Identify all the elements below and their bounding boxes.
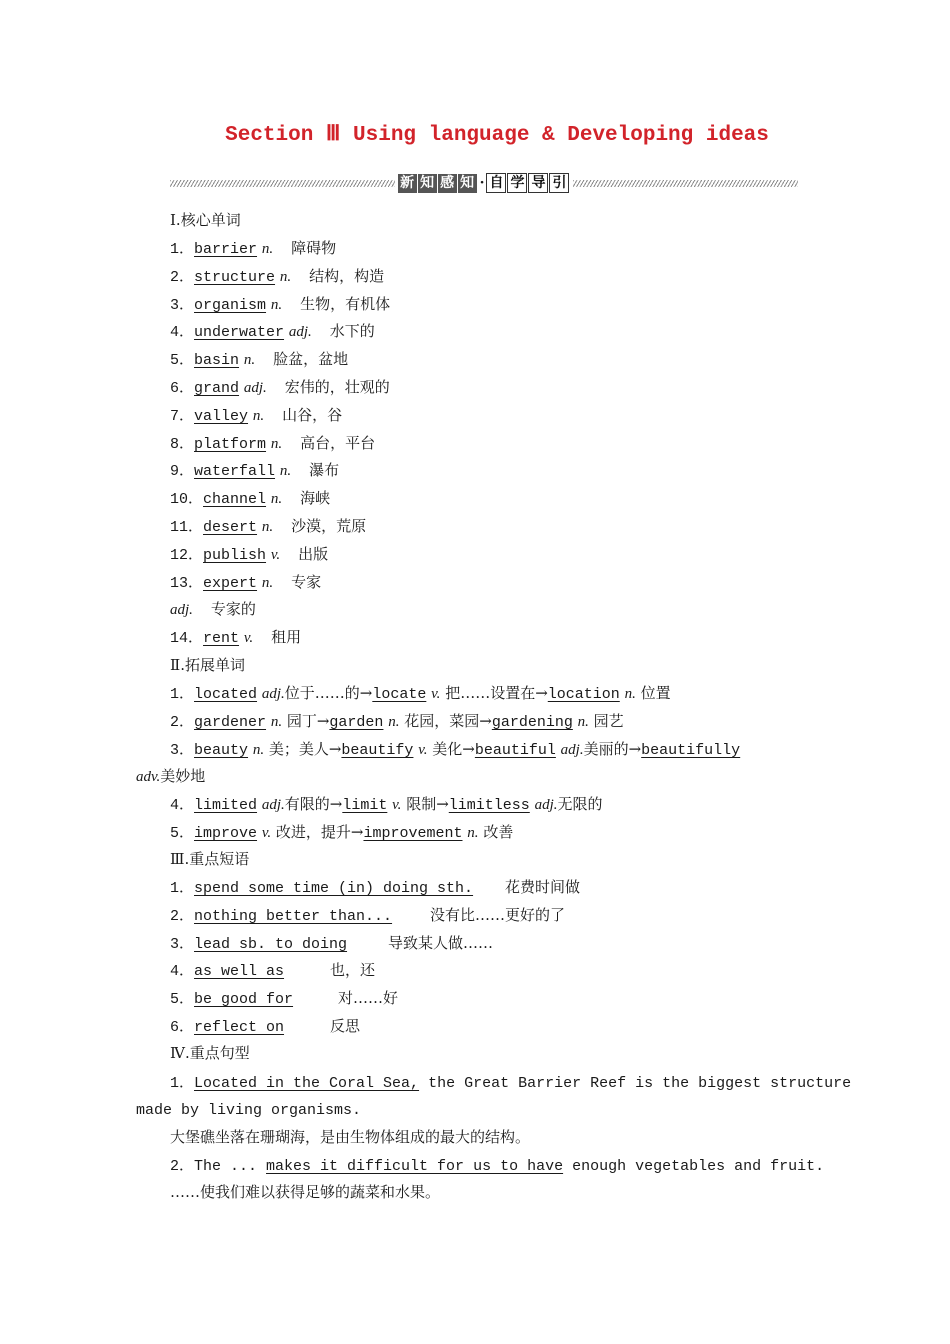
core-word-line — [170, 238, 336, 260]
vocab-word: locate — [372, 686, 427, 703]
item-number: 4． — [170, 963, 195, 980]
chinese-meaning: 出版 — [298, 545, 329, 563]
sentence-text: enough vegetables and fruit. — [563, 1158, 825, 1175]
chinese-meaning: 园丁→ — [286, 712, 330, 730]
core-word-line — [170, 294, 390, 316]
vocab-word: channel — [203, 491, 267, 508]
chinese-meaning: 无限的 — [557, 795, 603, 813]
key-phrase: spend some time (in) doing sth. — [194, 880, 474, 897]
item-number: 3． — [170, 742, 195, 759]
phrase-line — [170, 988, 399, 1010]
item-number: 1． — [170, 686, 195, 703]
vocab-word: gardening — [491, 714, 573, 731]
vocab-word: limited — [194, 797, 258, 814]
item-number: 6． — [170, 1019, 195, 1036]
vocab-word: platform — [194, 436, 267, 453]
phrase-line — [170, 905, 566, 927]
section-banner — [170, 172, 798, 194]
part-of-speech: n. — [261, 519, 274, 535]
part-of-speech: v. — [243, 630, 254, 646]
part-of-speech: adj. — [261, 686, 285, 702]
vocab-word: waterfall — [194, 463, 276, 480]
banner-char: 新 — [398, 174, 417, 193]
part-of-speech: n. — [279, 463, 292, 479]
chinese-meaning: 沙漠，荒原 — [291, 517, 367, 535]
sentence-pattern: makes it difficult for us to have — [266, 1158, 564, 1175]
item-number: 4． — [170, 797, 195, 814]
core-word-line — [170, 460, 339, 482]
part-of-speech: adj. — [261, 797, 285, 813]
vocab-word: expert — [203, 575, 258, 592]
vocab-word: rent — [203, 630, 240, 647]
item-number: 2． — [170, 908, 195, 925]
vocab-word: valley — [194, 408, 249, 425]
chinese-meaning: 把……设置在→ — [445, 684, 548, 702]
sentence-line-continued — [136, 1099, 361, 1121]
part-of-speech: n. — [388, 714, 400, 730]
chinese-meaning: 山谷，谷 — [282, 406, 343, 424]
item-number: 7． — [170, 408, 195, 425]
banner-tag-light — [486, 173, 570, 193]
key-phrase: reflect on — [194, 1019, 285, 1036]
banner-char: 导 — [528, 173, 548, 193]
key-phrase: nothing better than... — [194, 908, 393, 925]
core-word-line — [170, 266, 384, 288]
chinese-meaning: 园艺 — [593, 712, 624, 730]
sentence-translation: ……使我们难以获得足够的蔬菜和水果。 — [170, 1183, 441, 1201]
part-of-speech: n. — [577, 714, 589, 730]
part-of-speech: adv. — [136, 769, 161, 785]
part-of-speech: n. — [279, 269, 292, 285]
sentence-translation: 大堡礁坐落在珊瑚海，是由生物体组成的最大的结构。 — [170, 1128, 531, 1146]
part-of-speech: n. — [261, 575, 274, 591]
part-of-speech: v. — [418, 742, 428, 758]
chinese-meaning: 专家的 — [210, 600, 256, 618]
chinese-meaning: 限制→ — [406, 795, 449, 813]
chinese-meaning: 结构，构造 — [309, 267, 385, 285]
extended-word-line — [170, 822, 513, 844]
chinese-meaning: 脸盆，盆地 — [273, 350, 349, 368]
sentence-text: the Great Barrier Reef is the biggest structure — [419, 1075, 852, 1092]
part-of-speech: n. — [467, 825, 479, 841]
item-number: 9． — [170, 463, 195, 480]
chinese-meaning: 改善 — [483, 823, 514, 841]
core-word-line — [170, 349, 348, 371]
vocab-word: beautiful — [474, 742, 556, 759]
part-of-speech: adj. — [560, 742, 584, 758]
key-phrase: lead sb. to doing — [194, 936, 348, 953]
banner-char: 学 — [507, 173, 527, 193]
item-number: 8． — [170, 436, 195, 453]
chinese-meaning: 没有比……更好的了 — [430, 906, 566, 924]
part-of-speech: adj. — [288, 324, 312, 340]
chinese-meaning: 海峡 — [300, 489, 331, 507]
vocab-word: grand — [194, 380, 240, 397]
extended-word-line — [170, 794, 603, 816]
chinese-meaning: 也，还 — [330, 961, 376, 979]
phrase-line — [170, 1016, 361, 1038]
chinese-meaning: 水下的 — [329, 322, 375, 340]
item-number: 12． — [170, 547, 204, 564]
item-number: 1． — [170, 241, 195, 258]
vocab-word: publish — [203, 547, 267, 564]
banner-hatch-left — [170, 180, 395, 187]
page-title: Section Ⅲ Using language & Developing ideas — [225, 124, 769, 147]
part-of-speech: n. — [270, 297, 283, 313]
core-word-line — [170, 627, 301, 649]
part-of-speech: v. — [270, 547, 281, 563]
core-word-line — [170, 572, 321, 594]
core-word-line — [170, 377, 390, 399]
key-phrase: be good for — [194, 991, 294, 1008]
vocab-word: located — [194, 686, 258, 703]
extended-word-line — [170, 683, 671, 705]
extended-word-line-continued — [136, 766, 205, 787]
chinese-meaning: 专家 — [291, 573, 322, 591]
part-of-speech: n. — [252, 408, 265, 424]
item-number: 3． — [170, 936, 195, 953]
item-number: 6． — [170, 380, 195, 397]
core-word-line — [170, 433, 375, 455]
chinese-meaning: 美妙地 — [160, 767, 206, 785]
extended-word-line — [170, 739, 740, 761]
chinese-meaning: 租用 — [271, 628, 302, 646]
section-heading-sentences: Ⅳ.重点句型 — [170, 1044, 250, 1062]
chinese-meaning: 花费时间做 — [505, 878, 581, 896]
section-heading-extended-words: Ⅱ.拓展单词 — [170, 656, 245, 674]
chinese-meaning: 障碍物 — [291, 239, 337, 257]
banner-char: 知 — [458, 174, 477, 193]
vocab-word: underwater — [194, 324, 285, 341]
part-of-speech: n. — [624, 686, 636, 702]
chinese-meaning: 美丽的→ — [583, 740, 642, 758]
section-heading-core-words: Ⅰ.核心单词 — [170, 211, 241, 229]
banner-tag-dark — [398, 174, 478, 193]
item-number: 11． — [170, 519, 204, 536]
banner-char: 感 — [438, 174, 457, 193]
vocab-word: limit — [342, 797, 388, 814]
core-word-line — [170, 405, 342, 427]
item-number: 1． — [170, 1075, 195, 1092]
item-number: 14． — [170, 630, 204, 647]
part-of-speech: v. — [431, 686, 441, 702]
chinese-meaning: 宏伟的，壮观的 — [284, 378, 390, 396]
part-of-speech: n. — [252, 742, 265, 758]
key-phrase: as well as — [194, 963, 285, 980]
part-of-speech: adj. — [243, 380, 267, 396]
banner-char: 引 — [549, 173, 569, 193]
item-number: 1． — [170, 880, 195, 897]
vocab-word: structure — [194, 269, 276, 286]
core-word-line — [170, 488, 330, 510]
chinese-meaning: 生物，有机体 — [300, 295, 391, 313]
chinese-meaning: 美；美人→ — [268, 740, 342, 758]
part-of-speech: n. — [261, 241, 274, 257]
item-number: 2． — [170, 714, 195, 731]
phrase-line — [170, 877, 581, 899]
vocab-word: beauty — [194, 742, 249, 759]
vocab-word: desert — [203, 519, 258, 536]
vocab-word: beautifully — [641, 742, 741, 759]
sentence-line — [170, 1072, 851, 1094]
banner-dot: · — [479, 175, 485, 191]
item-number: 5． — [170, 991, 195, 1008]
sentence-text: made by living organisms. — [136, 1102, 362, 1119]
part-of-speech: adj. — [534, 797, 558, 813]
phrase-line — [170, 933, 494, 955]
chinese-meaning: 导致某人做…… — [388, 934, 494, 952]
part-of-speech: adj. — [170, 602, 193, 618]
part-of-speech: n. — [270, 714, 283, 730]
item-number: 2． — [170, 269, 195, 286]
part-of-speech: n. — [270, 491, 283, 507]
vocab-word: location — [547, 686, 620, 703]
chinese-meaning: 花园，菜园→ — [404, 712, 492, 730]
chinese-meaning: 反思 — [330, 1017, 361, 1035]
vocab-word: organism — [194, 297, 267, 314]
extended-word-line — [170, 711, 624, 733]
chinese-meaning: 位于……的→ — [284, 684, 373, 702]
chinese-meaning: 高台，平台 — [300, 434, 376, 452]
item-number: 2． — [170, 1158, 195, 1175]
phrase-line — [170, 960, 376, 982]
part-of-speech: v. — [392, 797, 402, 813]
part-of-speech: n. — [270, 436, 283, 452]
sentence-text: The ... — [194, 1158, 267, 1175]
vocab-word: limitless — [448, 797, 530, 814]
section-heading-phrases: Ⅲ.重点短语 — [170, 850, 250, 868]
sentence-pattern: Located in the Coral Sea, — [194, 1075, 420, 1092]
item-number: 13． — [170, 575, 204, 592]
core-word-line — [170, 544, 328, 566]
vocab-word: improvement — [363, 825, 463, 842]
vocab-word: basin — [194, 352, 240, 369]
item-number: 10． — [170, 491, 204, 508]
item-number: 3． — [170, 297, 195, 314]
core-word-line — [170, 516, 366, 538]
part-of-speech: v. — [261, 825, 272, 841]
chinese-meaning: 改进，提升→ — [275, 823, 364, 841]
item-number: 5． — [170, 352, 195, 369]
vocab-word: garden — [329, 714, 384, 731]
item-number: 5． — [170, 825, 195, 842]
chinese-meaning: 有限的→ — [284, 795, 343, 813]
vocab-word: improve — [194, 825, 258, 842]
chinese-meaning: 位置 — [640, 684, 671, 702]
chinese-meaning: 对……好 — [338, 989, 399, 1007]
banner-char: 自 — [486, 173, 506, 193]
chinese-meaning: 美化→ — [432, 740, 475, 758]
core-word-line — [170, 321, 375, 343]
vocab-word: gardener — [194, 714, 267, 731]
part-of-speech: n. — [243, 352, 256, 368]
sentence-line — [170, 1155, 824, 1177]
item-number: 4． — [170, 324, 195, 341]
vocab-word: barrier — [194, 241, 258, 258]
vocab-word: beautify — [341, 742, 414, 759]
banner-char: 知 — [418, 174, 437, 193]
core-word-line — [170, 599, 256, 621]
banner-hatch-right — [573, 180, 798, 187]
chinese-meaning: 瀑布 — [309, 461, 340, 479]
